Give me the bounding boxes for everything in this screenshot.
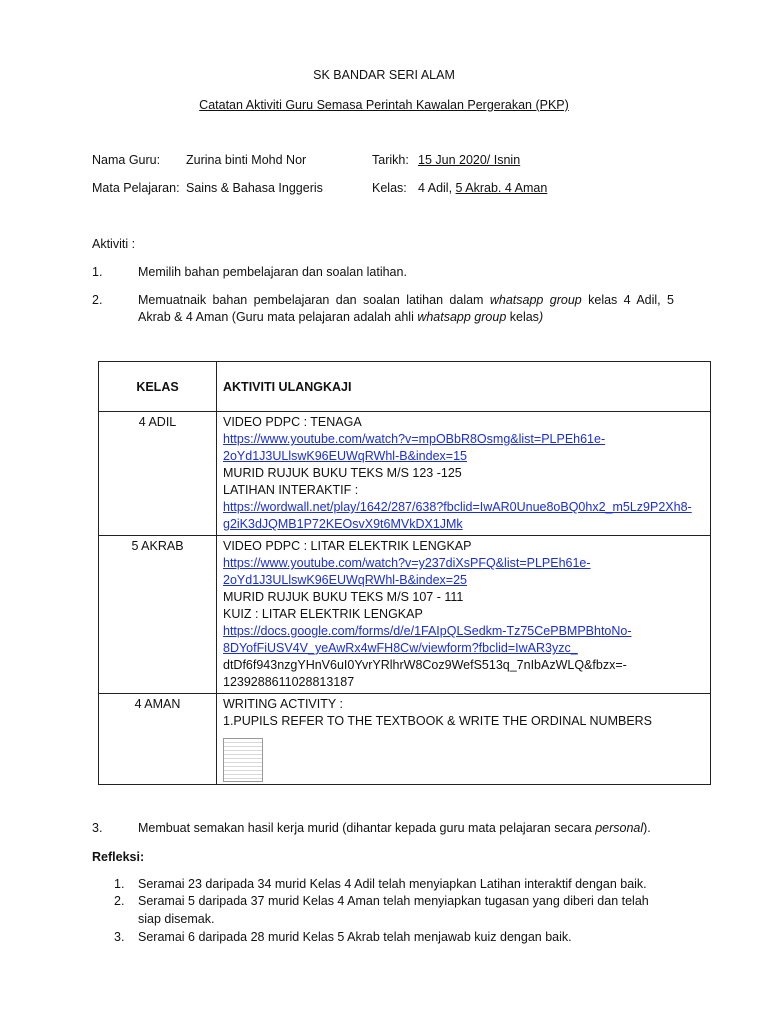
activity-line: KUIZ : LITAR ELEKTRIK LENGKAP (223, 607, 423, 621)
date-label: Tarikh: (372, 153, 409, 167)
reflection-heading: Refleksi: (92, 850, 145, 864)
aktiviti-cell (217, 412, 711, 536)
activity-text-part: ). (643, 821, 651, 835)
reflection-text-continued: siap disemak. (138, 912, 215, 926)
kelas-cell (99, 694, 217, 785)
activity-line: VIDEO PDPC : LITAR ELEKTRIK LENGKAP (223, 539, 472, 553)
activity-emphasis: whatsapp group (489, 293, 582, 307)
activity-line: 1239288611028813187 (223, 675, 355, 689)
subject-value: Sains & Bahasa Inggeris (186, 181, 323, 195)
kelas-cell (99, 536, 217, 694)
class-value (418, 181, 547, 195)
kelas-cell (99, 412, 217, 536)
activities-heading: Aktiviti : (92, 237, 136, 251)
activity-text-part: Membuat semakan hasil kerja murid (dihantar kepada guru mata pelajaran secara (138, 821, 596, 835)
table-row (99, 536, 711, 694)
header-aktiviti: AKTIVITI ULANGKAJI (217, 362, 711, 412)
kelas-name: 4 ADIL (138, 415, 177, 429)
kelas-name: 4 AMAN (134, 697, 181, 711)
reflection-number: 1. (114, 877, 125, 891)
teacher-value: Zurina binti Mohd Nor (186, 153, 307, 167)
youtube-link[interactable]: 2oYd1J3ULlswK96EUWqRWhl-B&index=25 (223, 573, 467, 587)
activity-line: 1.PUPILS REFER TO THE TEXTBOOK & WRITE THE ORDINAL NUMBERS (223, 714, 653, 728)
activity-emphasis: personal (595, 821, 644, 835)
reflection-text: Seramai 5 daripada 37 murid Kelas 4 Aman telah menyiapkan tugasan yang diberi dan telah (138, 894, 649, 908)
youtube-link[interactable]: https://www.youtube.com/watch?v=y237diXsPFQ&list=PLPEh61e- (223, 556, 591, 570)
aktiviti-cell (217, 694, 711, 785)
worksheet-thumbnail-image[interactable] (223, 738, 263, 782)
activity-line: MURID RUJUK BUKU TEKS M/S 107 - 111 (223, 590, 464, 604)
reflection-number: 2. (114, 894, 125, 908)
activity-line: VIDEO PDPC : TENAGA (223, 415, 362, 429)
kelas-name: 5 AKRAB (131, 539, 184, 553)
reflection-text: Seramai 23 daripada 34 murid Kelas 4 Adil telah menyiapkan Latihan interaktif dengan baik. (138, 877, 647, 891)
activity-line: MURID RUJUK BUKU TEKS M/S 123 -125 (223, 466, 462, 480)
activity-text-part: Memuatnaik bahan pembelajaran dan soalan latihan dalam (138, 293, 490, 307)
activity-text: Memilih bahan pembelajaran dan soalan latihan. (138, 265, 407, 279)
document-subtitle: Catatan Aktiviti Guru Semasa Perintah Kawalan Pergerakan (PKP) (199, 98, 569, 112)
date-value: 15 Jun 2020/ Isnin (418, 153, 521, 167)
activity-emphasis: whatsapp group (417, 310, 507, 324)
activity-text (138, 821, 651, 835)
youtube-link[interactable]: https://www.youtube.com/watch?v=mpOBbR8Osmg&list=PLPEh61e- (223, 432, 606, 446)
activity-closing: ) (538, 310, 544, 324)
activity-line: LATIHAN INTERAKTIF : (223, 483, 359, 497)
class-label: Kelas: (372, 181, 407, 195)
activity-number: 2. (92, 293, 103, 307)
wordwall-link[interactable]: g2iK3dJQMB1P72KEOsvX9t6MVkDX1JMk (223, 517, 463, 531)
google-form-link[interactable]: 8DYofFiUSV4V_yeAwRx4wFH8Cw/viewform?fbclid=IwAR3yzc_ (223, 641, 578, 655)
reflection-text: Seramai 6 daripada 28 murid Kelas 5 Akrab telah menjawab kuiz dengan baik. (138, 930, 572, 944)
header-kelas: KELAS (99, 362, 217, 412)
table-row (99, 412, 711, 536)
activity-table (98, 361, 711, 785)
activity-text (138, 292, 674, 326)
aktiviti-cell (217, 536, 711, 694)
school-name: SK BANDAR SERI ALAM (313, 68, 455, 82)
reflection-number: 3. (114, 930, 125, 944)
activity-number: 3. (92, 821, 103, 835)
activity-text-part: kelas 4 Adil, 5 Akrab & 4 Aman (Guru mata pelajaran adalah ahli (138, 293, 674, 324)
table-row (99, 694, 711, 785)
activity-number: 1. (92, 265, 103, 279)
class-value-underlined: 5 Akrab. 4 Aman (455, 181, 548, 195)
activity-line: dtDf6f943nzgYHnV6uI0YvrYRlhrW8Coz9WefS513q_7nIbAzWLQ&fbzx=- (223, 658, 627, 672)
activity-text-part: kelas (506, 310, 539, 324)
subject-label: Mata Pelajaran: (92, 181, 180, 195)
google-form-link[interactable]: https://docs.google.com/forms/d/e/1FAIpQLSedkm-Tz75CePBMPBhtoNo- (223, 624, 632, 638)
table-header-row (99, 362, 711, 412)
teacher-label: Nama Guru: (92, 153, 161, 167)
activity-line: WRITING ACTIVITY : (223, 697, 343, 711)
class-value-plain: 4 Adil, (418, 181, 453, 195)
wordwall-link[interactable]: https://wordwall.net/play/1642/287/638?fbclid=IwAR0Unue8oBQ0hx2_m5Lz9P2Xh8- (223, 500, 692, 514)
youtube-link[interactable]: 2oYd1J3ULlswK96EUWqRWhl-B&index=15 (223, 449, 467, 463)
